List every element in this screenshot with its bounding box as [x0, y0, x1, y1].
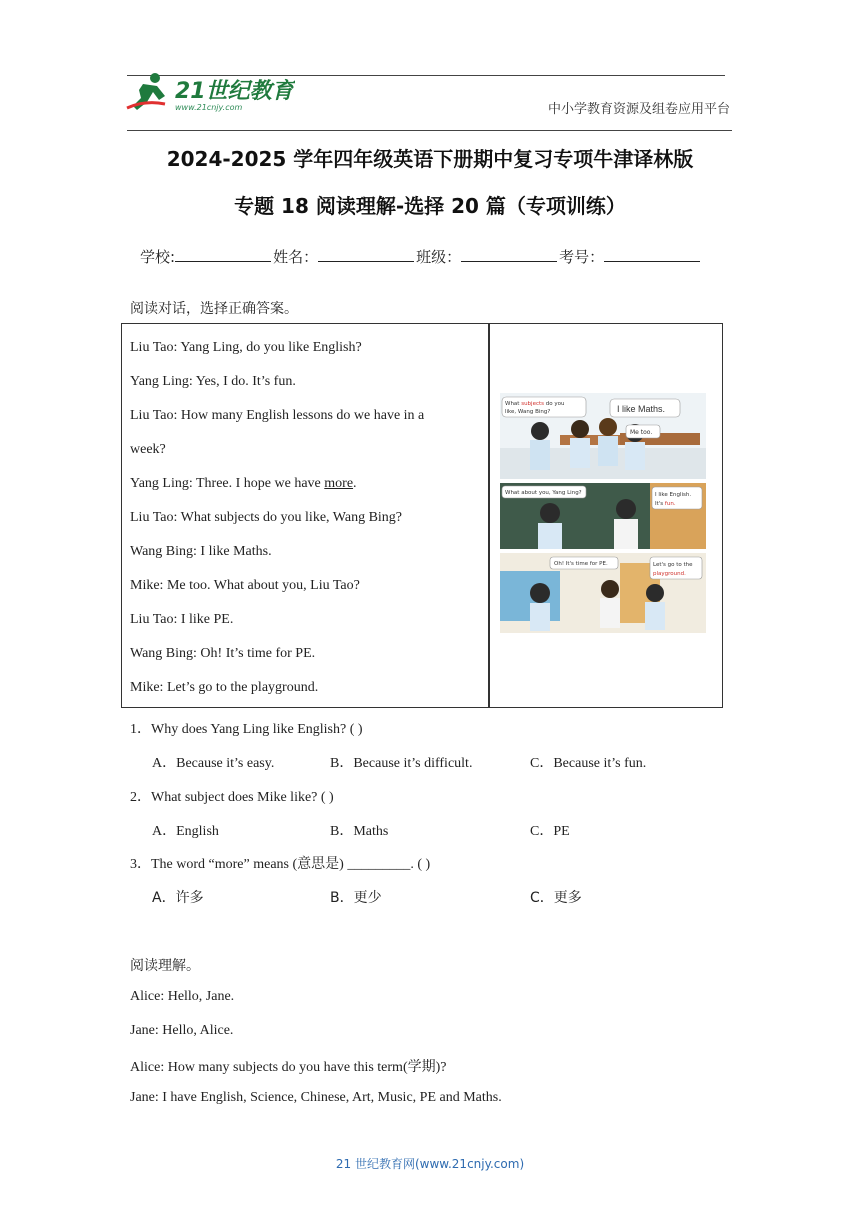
section2-instruction: 阅读理解。: [130, 958, 200, 974]
student-info-line: [140, 246, 702, 267]
bubble-text: What about you, Yang Ling?: [505, 490, 582, 496]
dialogue-line: Yang Ling: Yes, I do. It’s fun.: [130, 374, 296, 389]
passage-line: Jane: I have English, Science, Chinese, Art, Music, PE and Maths.: [130, 1090, 502, 1105]
page-subtitle: 专题 18 阅读理解-选择 20 篇（专项训练）: [234, 194, 626, 218]
passage-line: Jane: Hello, Alice.: [130, 1023, 234, 1038]
option-c[interactable]: C．PE: [530, 824, 570, 839]
school-label: 学校:: [140, 248, 176, 266]
svg-text:like, Wang Bing?: like, Wang Bing?: [505, 409, 551, 415]
passage-line: Alice: How many subjects do you have this term(学期)?: [130, 1060, 447, 1075]
dialogue-line: Liu Tao: I like PE.: [130, 612, 234, 627]
platform-name: 中小学教育资源及组卷应用平台: [547, 102, 730, 117]
panel-blackboard: [500, 483, 706, 549]
page-footer: 21 世纪教育网(www.21cnjy.com): [335, 1157, 525, 1171]
svg-text:playground.: playground.: [653, 571, 686, 577]
school-blank[interactable]: [175, 247, 271, 262]
svg-text:Let's go to the: Let's go to the: [653, 562, 693, 568]
question-stem: 2．What subject does Mike like? ( ): [130, 790, 334, 805]
panel-classroom-desks: [500, 393, 706, 479]
page-title: 2024-2025 学年四年级英语下册期中复习专项牛津译林版: [166, 147, 694, 171]
dialogue-line: Wang Bing: I like Maths.: [130, 544, 272, 559]
svg-text:I like English.: I like English.: [655, 492, 692, 498]
class-label: 班级：: [416, 248, 462, 266]
option-c[interactable]: C．更多: [530, 890, 582, 906]
number-label: 考号：: [559, 248, 605, 266]
name-label: 姓名：: [273, 248, 319, 266]
question-stem: 1．Why does Yang Ling like English? ( ): [130, 722, 363, 737]
number-blank[interactable]: [604, 247, 700, 262]
dialogue-table-divider: [488, 323, 490, 708]
option-a[interactable]: A．许多: [152, 890, 204, 906]
dialogue-line: Liu Tao: Yang Ling, do you like English?: [130, 340, 362, 355]
site-logo: [125, 70, 295, 120]
option-b[interactable]: B．Maths: [330, 824, 389, 839]
logo-text: 21世纪教育: [175, 79, 294, 104]
dialogue-line: Wang Bing: Oh! It’s time for PE.: [130, 646, 316, 661]
dialogue-line: week?: [130, 442, 166, 457]
svg-text:It's fun.: It's fun.: [655, 501, 676, 507]
dialogue-line: Liu Tao: What subjects do you like, Wang Bing?: [130, 510, 403, 525]
dialogue-line: [130, 476, 357, 492]
bubble-text: I like Maths.: [617, 404, 666, 414]
passage-line: Alice: Hello, Jane.: [130, 989, 235, 1004]
option-b[interactable]: B．Because it’s difficult.: [330, 756, 473, 771]
runner-icon: [127, 73, 165, 110]
section1-instruction: 阅读对话，选择正确答案。: [130, 301, 298, 317]
header-rule-bottom: [127, 130, 732, 131]
option-b[interactable]: B．更少: [330, 890, 382, 906]
panel-playground-call: [500, 553, 706, 633]
dialogue-text: Yang Ling: Three. I hope we have: [130, 476, 325, 491]
dialogue-line: Mike: Me too. What about you, Liu Tao?: [130, 578, 360, 593]
question-stem: 3．The word “more” means (意思是) _________. ( ): [130, 857, 431, 872]
option-a[interactable]: A．Because it’s easy.: [152, 756, 275, 771]
dialogue-line: Liu Tao: How many English lessons do we have in a: [130, 408, 425, 423]
bubble-text: Oh! It's time for PE.: [554, 561, 608, 567]
bubble-text: Me too.: [630, 429, 653, 436]
class-blank[interactable]: [461, 247, 557, 262]
logo-url: www.21cnjy.com: [175, 103, 243, 112]
option-a[interactable]: A．English: [152, 824, 219, 839]
underlined-word-more: more: [324, 476, 354, 491]
dialogue-illustration: [500, 393, 706, 633]
dialogue-line: Mike: Let’s go to the playground.: [130, 680, 319, 695]
name-blank[interactable]: [318, 247, 414, 262]
dialogue-text: .: [353, 476, 357, 491]
option-c[interactable]: C．Because it’s fun.: [530, 756, 647, 771]
bubble-text: What subjects do you: [505, 401, 565, 407]
